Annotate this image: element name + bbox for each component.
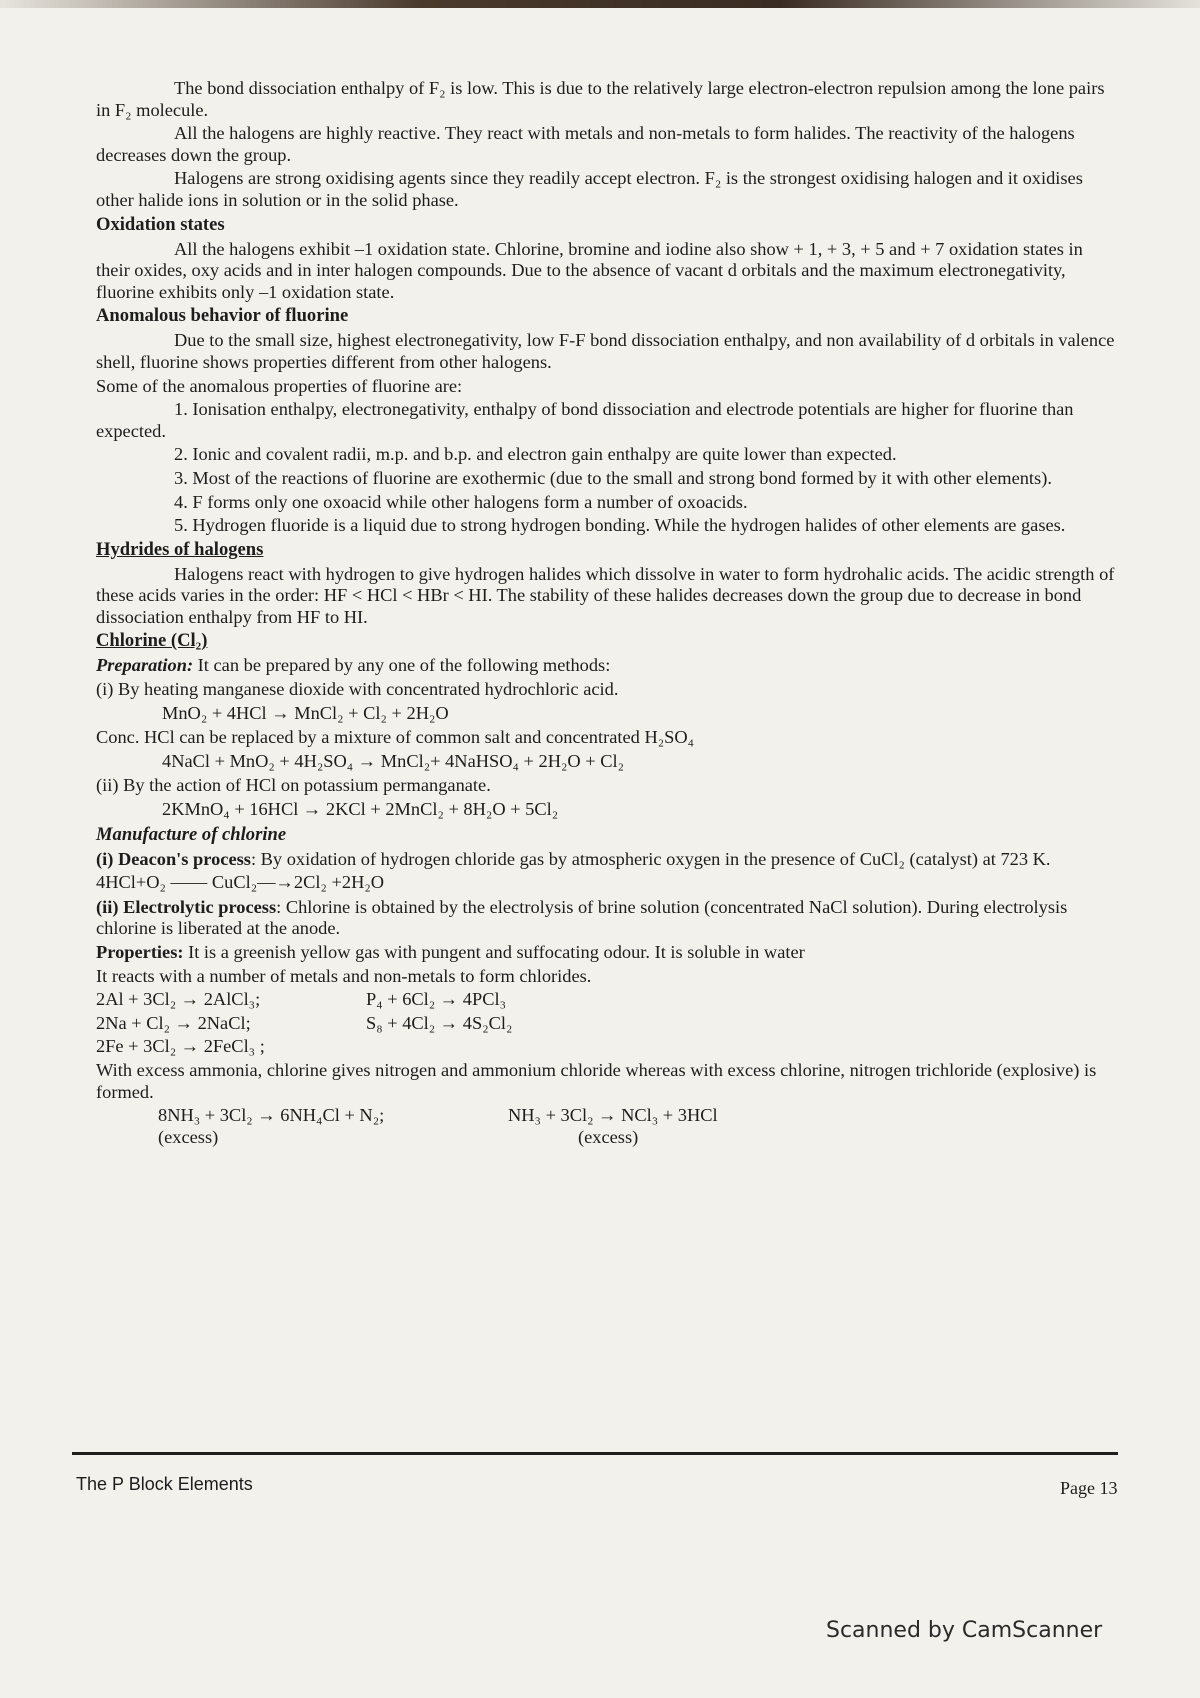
equation-4: 4HCl+O₂ —— CuCl₂—→2Cl₂ +2H₂O bbox=[96, 872, 385, 893]
scan-top-edge bbox=[0, 0, 1200, 8]
paragraph-ammonia: With excess ammonia, chlorine gives nitrogen and ammonium chloride whereas with excess chlorine, nitrogen trichloride (explosive) is formed. bbox=[96, 1059, 1097, 1102]
preparation-label: Preparation: bbox=[96, 655, 194, 676]
footer-title: The P Block Elements bbox=[76, 1474, 253, 1494]
reaction-row bbox=[96, 1036, 1116, 1058]
list-item: 2. Ionic and covalent radii, m.p. and b.p. and electron gain enthalpy are quite lower than expected. bbox=[174, 444, 897, 465]
paragraph-reactivity: All the halogens are highly reactive. They react with metals and non-metals to form halides. The reactivity of the halogens decreases down the group. bbox=[96, 123, 1075, 165]
reaction: 2Na + Cl₂ → 2NaCl; bbox=[96, 1012, 251, 1033]
list-item: 3. Most of the reactions of fluorine are exothermic (due to the small and strong bond formed by it with other elements). bbox=[174, 467, 1052, 488]
paragraph-properties bbox=[96, 942, 1116, 964]
method-2: (ii) By the action of HCl on potassium permanganate. bbox=[96, 775, 491, 796]
list-item: 4. F forms only one oxoacid while other halogens form a number of oxoacids. bbox=[174, 491, 748, 512]
footer-rule bbox=[72, 1452, 1118, 1455]
heading-anomalous-fluorine: Anomalous behavior of fluorine bbox=[96, 305, 349, 327]
electrolytic-label: (ii) Electrolytic process bbox=[96, 896, 277, 917]
paragraph-oxidising: Halogens are strong oxidising agents since they readily accept electron. F₂ is the strongest oxidising halogen and it oxidises other halide ions in solution or in the solid phase. bbox=[96, 168, 1083, 210]
scanner-watermark: Scanned by CamScanner bbox=[826, 1618, 1103, 1643]
equation-3: 2KMnO₄ + 16HCl → 2KCl + 2MnCl₂ + 8H₂O + 5Cl₂ bbox=[162, 799, 559, 820]
paragraph-bond-enthalpy: The bond dissociation enthalpy of F₂ is low. This is due to the relatively large electron-electron repulsion among the lone pairs in F₂ molecule. bbox=[96, 78, 1105, 120]
preparation-text: It can be prepared by any one of the following methods: bbox=[193, 655, 611, 676]
excess-labels bbox=[158, 1127, 1116, 1149]
paragraph-anomalous-lead: Some of the anomalous properties of fluorine are: bbox=[96, 375, 463, 396]
equation-1: MnO₂ + 4HCl → MnCl₂ + Cl₂ + 2H₂O bbox=[162, 702, 449, 723]
paragraph-preparation bbox=[96, 655, 1116, 677]
properties-text: It is a greenish yellow gas with pungent and suffocating odour. It is soluble in water bbox=[183, 942, 805, 962]
excess-label-1: (excess) bbox=[158, 1126, 219, 1147]
excess-label-2: (excess) bbox=[578, 1126, 639, 1147]
document-page bbox=[96, 78, 1116, 1158]
paragraph-electrolytic bbox=[96, 897, 1116, 940]
paragraph-deacon bbox=[96, 849, 1116, 871]
list-item: 1. Ionisation enthalpy, electronegativity, enthalpy of bond dissociation and electrode potentials are higher for fluorine than expected. bbox=[96, 399, 1074, 441]
ammonia-equation-2: NH₃ + 3Cl₂ → NCl₃ + 3HCl bbox=[508, 1105, 718, 1126]
reaction: 2Al + 3Cl₂ → 2AlCl₃; bbox=[96, 989, 261, 1010]
deacon-label: (i) Deacon's process bbox=[96, 848, 251, 869]
reaction: P₄ + 6Cl₂ → 4PCl₃ bbox=[366, 989, 506, 1010]
heading-manufacture: Manufacture of chlorine bbox=[96, 823, 287, 845]
paragraph-hydrides: Halogens react with hydrogen to give hydrogen halides which dissolve in water to form hydrohalic acids. The acidic strength of these acids varies in the order: HF < HCl < HBr < HI. The stability of these halides decreases down the group due to decrease in bond dissociation enthalpy from HF to HI. bbox=[96, 563, 1115, 627]
heading-chlorine: Chlorine (Cl₂) bbox=[96, 630, 208, 652]
reaction: 2Fe + 3Cl₂ → 2FeCl₃ ; bbox=[96, 1036, 265, 1057]
paragraph-anomalous-intro: Due to the small size, highest electronegativity, low F-F bond dissociation enthalpy, and non availability of d orbitals in valence shell, fluorine shows properties different from other halogens. bbox=[96, 330, 1115, 372]
ammonia-equation-1: 8NH₃ + 3Cl₂ → 6NH₄Cl + N₂; bbox=[158, 1105, 385, 1126]
equation-2: 4NaCl + MnO₂ + 4H₂SO₄ → MnCl₂+ 4NaHSO₄ + 2H₂O + Cl₂ bbox=[162, 750, 625, 771]
heading-hydrides: Hydrides of halogens bbox=[96, 538, 264, 560]
paragraph-conc-hcl: Conc. HCl can be replaced by a mixture of common salt and concentrated H₂SO₄ bbox=[96, 727, 695, 748]
reaction bbox=[366, 1036, 636, 1058]
reaction: S₈ + 4Cl₂ → 4S₂Cl₂ bbox=[366, 1012, 513, 1033]
deacon-text: : By oxidation of hydrogen chloride gas by atmospheric oxygen in the presence of CuCl₂ (catalyst) at 723 K. bbox=[250, 848, 1051, 869]
paragraph-reacts: It reacts with a number of metals and non-metals to form chlorides. bbox=[96, 965, 592, 986]
properties-label: Properties: bbox=[96, 942, 184, 962]
reaction-row bbox=[96, 989, 1116, 1011]
list-item: 5. Hydrogen fluoride is a liquid due to strong hydrogen bonding. While the hydrogen halides of other elements are gases. bbox=[174, 515, 1066, 536]
method-1: (i) By heating manganese dioxide with concentrated hydrochloric acid. bbox=[96, 679, 619, 700]
electrolytic-text: : Chlorine is obtained by the electrolysis of brine solution (concentrated NaCl solution). During electrolysis chlorine is liberated at the anode. bbox=[96, 896, 1068, 939]
paragraph-oxidation: All the halogens exhibit –1 oxidation state. Chlorine, bromine and iodine also show + 1, + 3, + 5 and + 7 oxidation states in their oxides, oxy acids and in inter halogen compounds. Due to the absence of vacant d orbitals and the maximum electronegativity, fluorine exhibits only –1 oxidation state. bbox=[96, 238, 1083, 302]
ammonia-equations bbox=[158, 1105, 1116, 1127]
heading-oxidation-states: Oxidation states bbox=[96, 213, 225, 235]
reaction-row bbox=[96, 1013, 1116, 1035]
page-number: Page 13 bbox=[1060, 1478, 1118, 1498]
